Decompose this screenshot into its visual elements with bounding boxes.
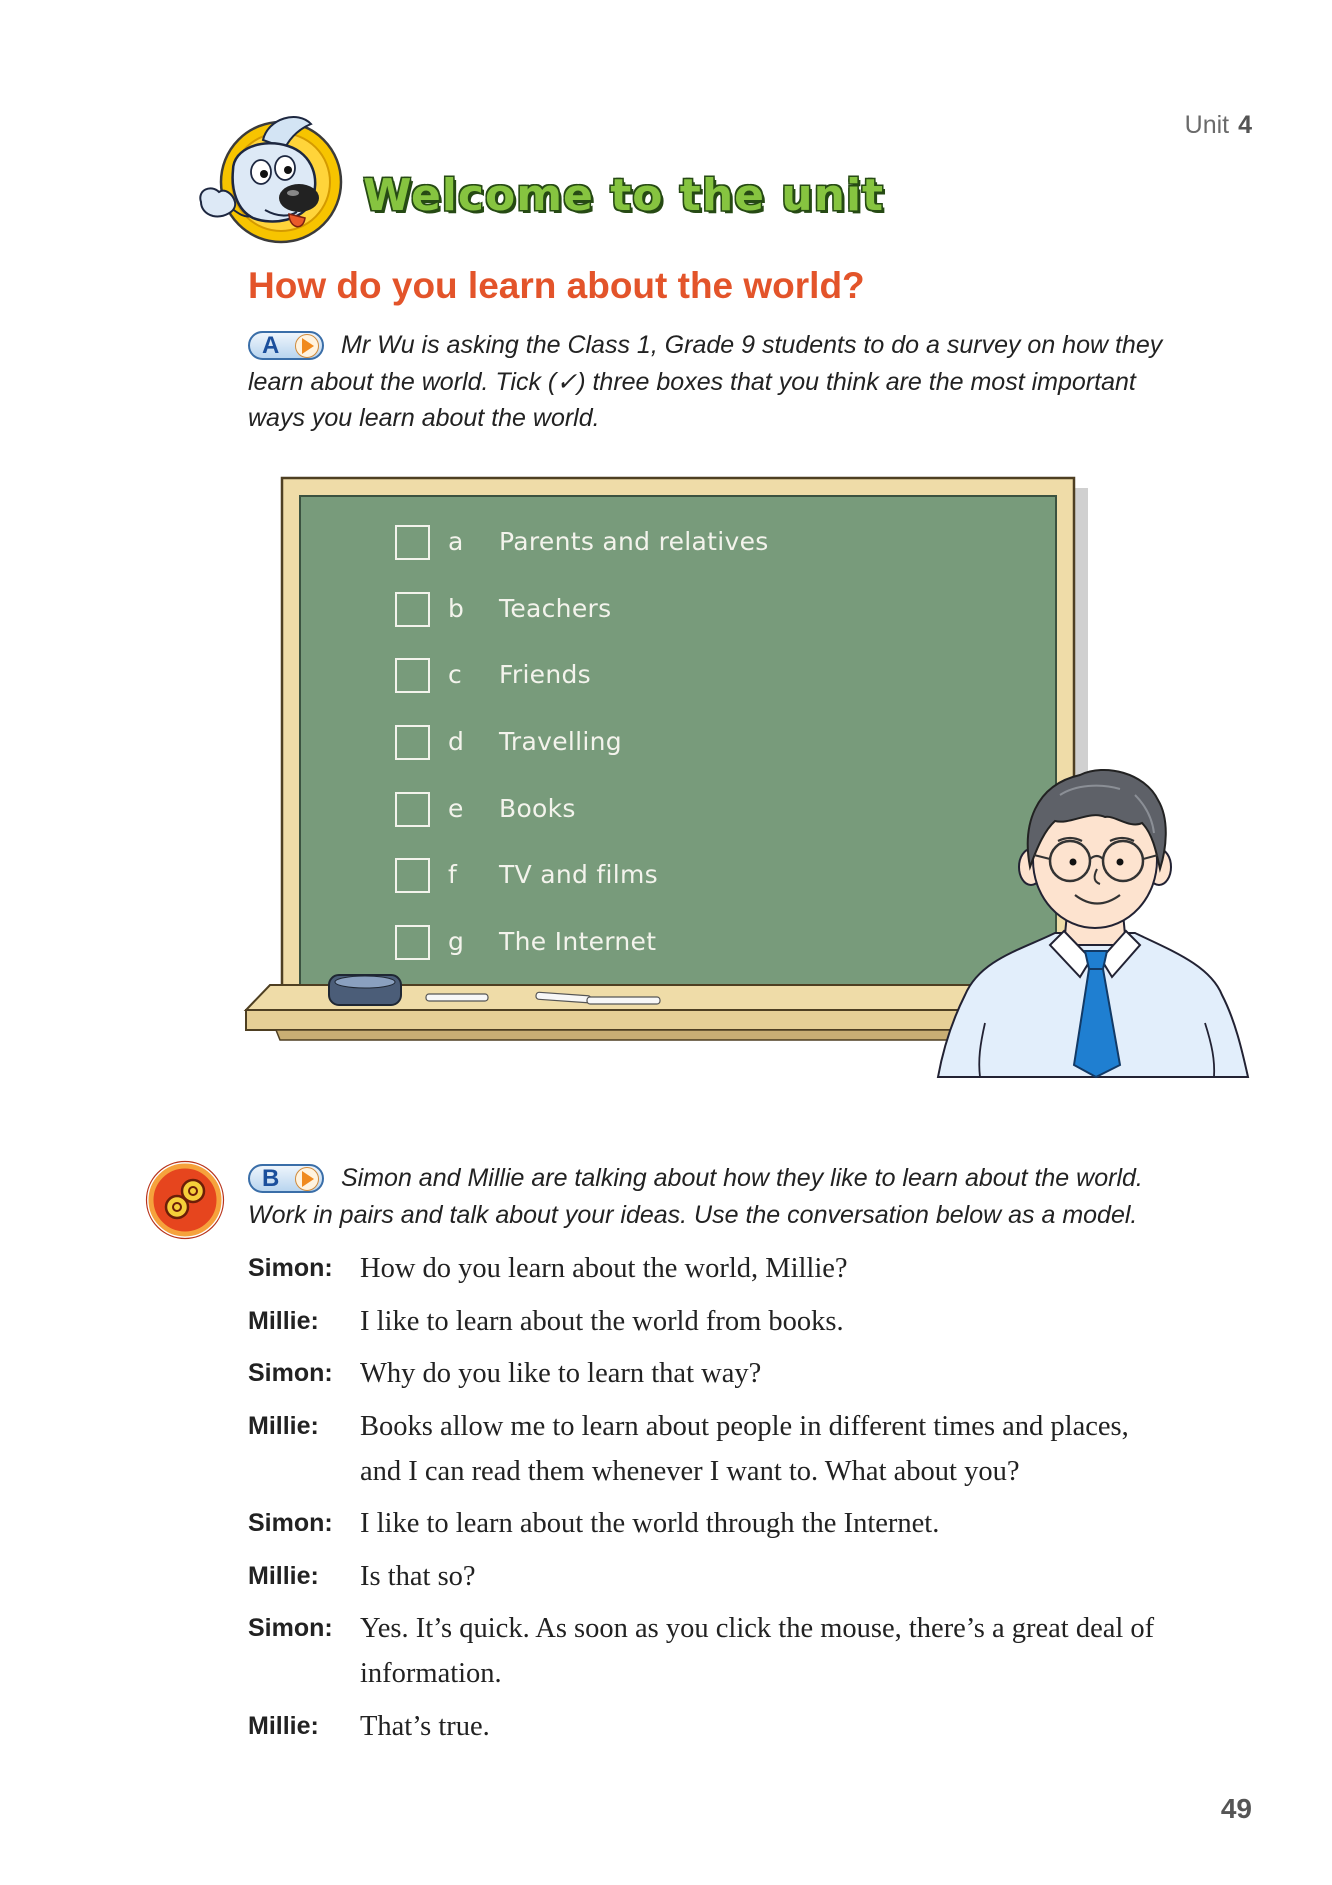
speech-line: Why do you like to learn that way? — [360, 1358, 762, 1389]
speech-line: That’s true. — [360, 1710, 490, 1742]
survey-option — [395, 642, 995, 709]
option-label: The Internet — [499, 927, 657, 957]
option-label: Travelling — [499, 727, 622, 757]
speaker-name: Millie: — [248, 1561, 319, 1590]
survey-option — [395, 576, 995, 643]
part-b-badge-letter: B — [262, 1165, 280, 1192]
speech-line: I like to learn about the world from books. — [360, 1305, 844, 1337]
unit-title: Welcome to the unit — [363, 170, 885, 221]
speech-line: I like to learn about the world through the Internet. — [360, 1508, 940, 1539]
speech-line: information. — [360, 1658, 502, 1689]
speech-line: Is that so? — [360, 1560, 476, 1592]
tie-knot — [1085, 951, 1107, 969]
option-letter: c — [448, 660, 462, 690]
instruction-line: Mr Wu is asking the Class 1, Grade 9 students to do a survey on how they — [341, 331, 1163, 359]
chalk-piece — [426, 994, 488, 1001]
instruction-line: Work in pairs and talk about your ideas. Use the conversation below as a model. — [248, 1200, 1138, 1229]
tick-box[interactable] — [395, 725, 430, 760]
survey-option — [395, 709, 995, 776]
option-label: Books — [499, 793, 576, 823]
dialogue-turn — [248, 1704, 1288, 1749]
dialogue — [248, 1246, 1288, 1756]
part-a-badge-letter: A — [262, 332, 280, 359]
dialogue-turn — [248, 1246, 1288, 1291]
option-letter: e — [448, 793, 464, 823]
unit-number: 4 — [1238, 111, 1252, 139]
dialogue-turn — [248, 1299, 1288, 1344]
instruction-line: Simon and Millie are talking about how they like to learn about the world. — [341, 1164, 1143, 1192]
speaker-name: Millie: — [248, 1306, 319, 1335]
unit-label — [1185, 110, 1252, 140]
tick-box[interactable] — [395, 792, 430, 827]
survey-option — [395, 509, 995, 576]
speech-text — [360, 1606, 1288, 1696]
option-label: Friends — [499, 660, 592, 690]
speech-line: Books allow me to learn about people in different times and places, — [360, 1410, 1129, 1442]
tick-box[interactable] — [395, 925, 430, 960]
option-letter: b — [448, 593, 464, 623]
eraser — [329, 975, 401, 1005]
speaker-name: Millie: — [248, 1711, 319, 1740]
dog-mascot-icon — [193, 110, 349, 255]
dialogue-turn — [248, 1501, 1288, 1546]
section-heading: How do you learn about the world? — [248, 265, 865, 306]
tick-box[interactable] — [395, 658, 430, 693]
survey-option — [395, 776, 995, 843]
survey-option — [395, 842, 995, 909]
tick-box[interactable] — [395, 525, 430, 560]
part-a-instruction — [248, 327, 1162, 437]
speech-text — [360, 1704, 1288, 1749]
option-label: TV and films — [499, 860, 658, 890]
unit-label-text: Unit — [1184, 111, 1230, 139]
option-label: Parents and relatives — [499, 527, 769, 556]
part-b-instruction — [248, 1160, 1143, 1233]
option-letter: g — [448, 927, 464, 957]
dialogue-turn — [248, 1606, 1288, 1696]
option-letter: a — [448, 527, 464, 556]
speaker-name: Simon: — [248, 1614, 333, 1642]
tick-box[interactable] — [395, 858, 430, 893]
speech-text — [360, 1554, 1288, 1599]
speaker-name: Simon: — [248, 1509, 333, 1537]
speech-line: Yes. It’s quick. As soon as you click the mouse, there’s a great deal of — [360, 1613, 1155, 1644]
teacher-illustration — [930, 755, 1250, 1080]
speech-text — [360, 1404, 1288, 1494]
option-letter: d — [448, 727, 464, 757]
dialogue-turn — [248, 1351, 1288, 1396]
instruction-line: learn about the world. Tick (✓) three boxes that you think are the most important — [248, 367, 1136, 396]
chalk-piece — [587, 997, 660, 1004]
speech-text — [360, 1246, 1288, 1291]
speech-text — [360, 1501, 1288, 1546]
speech-line: How do you learn about the world, Millie? — [360, 1253, 848, 1284]
speech-text — [360, 1351, 1288, 1396]
dialogue-turn — [248, 1404, 1288, 1494]
option-letter: f — [448, 860, 457, 890]
speaker-name: Millie: — [248, 1411, 319, 1440]
speaker-name: Simon: — [248, 1254, 333, 1282]
pair-work-icon — [143, 1160, 227, 1240]
option-label: Teachers — [499, 593, 612, 623]
dialogue-turn — [248, 1554, 1288, 1599]
tick-box[interactable] — [395, 592, 430, 627]
speech-text — [360, 1299, 1288, 1344]
instruction-line: ways you learn about the world. — [248, 404, 600, 432]
survey-option — [395, 909, 995, 976]
survey-checklist — [395, 509, 995, 976]
speaker-name: Simon: — [248, 1359, 333, 1387]
page-number: 49 — [1220, 1793, 1252, 1824]
speech-line: and I can read them whenever I want to. What about you? — [360, 1455, 1020, 1487]
